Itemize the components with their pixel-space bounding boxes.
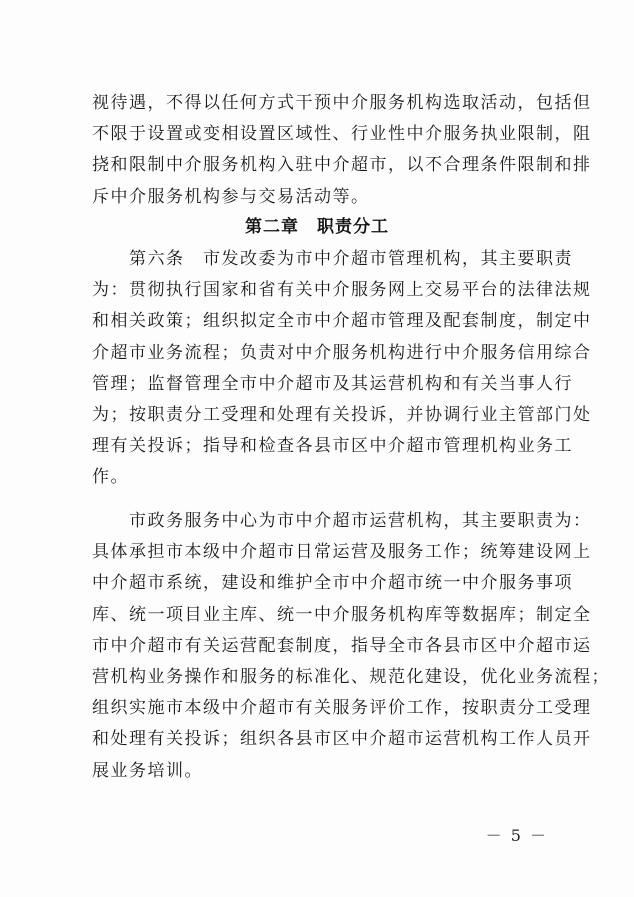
continuation-line: 斥中介服务机构参与交易活动等。: [92, 186, 370, 207]
article-6-line: 介超市业务流程；负责对中介服务机构进行中介服务信用综合: [92, 342, 592, 363]
article-6-line: 和相关政策；组织拟定全市中介超市管理及配套制度，制定中: [92, 311, 592, 332]
service-center-line: 中介超市系统，建设和维护全市中介超市统一中介服务事项: [92, 573, 573, 594]
article-6-line: 第六条 市发改委为市中介超市管理机构，其主要职责: [92, 249, 573, 269]
service-center-line: 展业务培训。: [92, 760, 203, 781]
service-center-line: 营机构业务操作和服务的标准化、规范化建设，优化业务流程；: [92, 667, 610, 688]
service-center-line: 组织实施市本级中介超市有关服务评价工作，按职责分工受理: [92, 698, 592, 719]
continuation-line: 不限于设置或变相设置区域性、行业性中介服务执业限制，阻: [92, 124, 592, 145]
service-center-line: 和处理有关投诉；组织各县市区中介超市运营机构工作人员开: [92, 729, 592, 750]
service-center-line: 市政务服务中心为市中介超市运营机构，其主要职责为：: [92, 511, 592, 531]
paragraph-continuation: [92, 88, 592, 213]
paragraph-service-center: [92, 506, 610, 787]
article-6-line: 作。: [92, 467, 129, 488]
article-6-line: 为；按职责分工受理和处理有关投诉，并协调行业主管部门处: [92, 405, 592, 426]
article-6-line: 为：贯彻执行国家和省有关中介服务网上交易平台的法律法规: [92, 280, 592, 301]
paragraph-article-6: [92, 244, 592, 494]
article-6-line: 管理；监督管理全市中介超市及其运营机构和有关当事人行: [92, 373, 573, 394]
service-center-line: 具体承担市本级中介超市日常运营及服务工作；统筹建设网上: [92, 542, 592, 563]
continuation-line: 挠和限制中介服务机构入驻中介超市，以不合理条件限制和排: [92, 155, 592, 176]
article-6-line: 理有关投诉；指导和检查各县市区中介超市管理机构业务工: [92, 436, 573, 457]
page-number: － 5 －: [485, 826, 548, 845]
continuation-line: 视待遇，不得以任何方式干预中介服务机构选取活动，包括但: [92, 93, 592, 113]
chapter-title: 第二章 职责分工: [245, 217, 389, 237]
service-center-line: 库、统一项目业主库、统一中介服务机构库等数据库；制定全: [92, 604, 592, 625]
service-center-line: 市中介超市有关运营配套制度，指导全市各县市区中介超市运: [92, 635, 592, 656]
